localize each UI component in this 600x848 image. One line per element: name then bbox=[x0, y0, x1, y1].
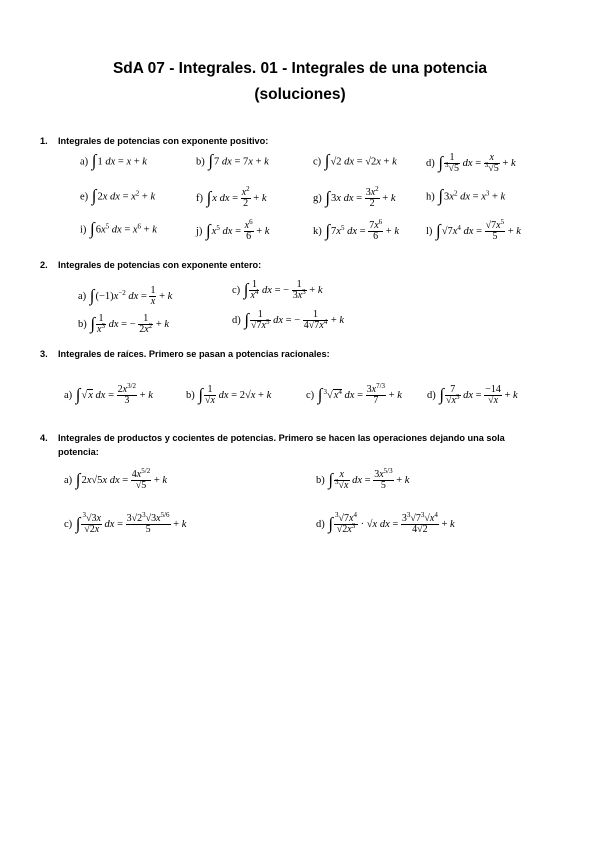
exercise-3d: d) ∫ $\frac{7}{√x^3}$ dx = $\frac{-14}{√x}$ + k bbox=[427, 384, 518, 406]
section-4-heading: 4. Integrales de productos y cocientes de potencias. Primero se hacen las operaciones dejando una sola bbox=[40, 433, 505, 443]
exercise-4c: c) ∫ $\frac{^3√3x}{√2x}$ dx = $\frac{3√2^3√3x^{5/6}}{5}$ + k bbox=[64, 511, 187, 535]
exercise-4b: b) ∫ $\frac{x}{^3√x}$ dx = $\frac{3x^{5/3}}{5}$ + k bbox=[316, 467, 410, 491]
exercise-3b: b) ∫ $\frac{1}{√x}$ dx = 2√x + k bbox=[186, 384, 272, 406]
exercise-2c: c) ∫ $\frac{1}{x^4}$ dx = − $\frac{1}{3x^3}$ + k bbox=[232, 279, 323, 301]
exercise-2a: a) $\int(-1)x^{-2}$ dx = $\frac{1}{x}$ + k bbox=[78, 285, 173, 307]
section-4-heading-cont: potencia: bbox=[58, 447, 99, 457]
section-2-heading: 2. Integrales de potencias con exponente entero: bbox=[40, 260, 262, 270]
exercise-1a: a) ∫1 dx = x + k bbox=[80, 151, 147, 170]
section-text: Integrales de potencias con exponente positivo: bbox=[58, 136, 269, 146]
exercise-4d: d) ∫ $\frac{^3√7x^4}{√2x^3}$ · √x dx = $\frac{3^3√7^3√x^4}{4√2}$ + k bbox=[316, 511, 455, 535]
exercise-1b: b) ∫7 dx = 7x + k bbox=[196, 151, 269, 170]
section-number: 1. bbox=[40, 136, 48, 146]
exercise-1k: k) $\int 7x^5$ dx = $\frac{7x^6}{6}$ + k bbox=[313, 218, 399, 242]
exercise-1d: d) ∫ $\frac{1}{^3√5}$ dx = $\frac{x}{^3√5}$ + k bbox=[426, 152, 516, 174]
exercise-2d: d) ∫ $\frac{1}{√7x^5}$ dx = − $\frac{1}{4√7x^4}$ + k bbox=[232, 309, 345, 331]
exercise-2b: b) ∫ $\frac{1}{x^3}$ dx = − $\frac{1}{2x^2}$ + k bbox=[78, 313, 170, 335]
exercise-1c: c) ∫√2 dx = √2x + k bbox=[313, 151, 397, 170]
exercise-1e: e) ∫2x dx = $x^2 + k$ bbox=[80, 186, 156, 205]
section-3-heading: 3. Integrales de raíces. Primero se pasan a potencias racionales: bbox=[40, 349, 330, 359]
exercise-4a: a) ∫2x√5x dx = $\frac{4x^{5/2}}{√5}$ + k bbox=[64, 467, 168, 491]
exercise-1f: f) ∫x dx = $\frac{x^2}{2}$ + k bbox=[196, 185, 267, 209]
exercise-1g: g) ∫3x dx = $\frac{3x^2}{2}$ + k bbox=[313, 185, 396, 209]
exercise-1j: j) $\int x^5$ dx = $\frac{x^6}{6}$ + k bbox=[196, 218, 270, 242]
page-subtitle: (soluciones) bbox=[254, 86, 346, 103]
exercise-3a: a) ∫√x dx = $\frac{2x^{3/2}}{3}$ + k bbox=[64, 382, 153, 406]
page-title: SdA 07 - Integrales. 01 - Integrales de una potencia bbox=[112, 60, 488, 77]
exercise-1l: l) $\int√7x^4$ dx = $\frac{√7x^5}{5}$ + k bbox=[426, 218, 521, 242]
section-1-heading bbox=[40, 135, 268, 148]
exercise-1h: h) $\int 3x^2$ dx = $x^3 + k$ bbox=[426, 186, 506, 205]
exercise-1i: i) $\int 6x^5$ dx = $x^6 + k$ bbox=[80, 219, 157, 238]
exercise-3c: c) $\int^3√x^4$ dx = $\frac{3x^{7/3}}{7}$ + k bbox=[306, 382, 402, 406]
